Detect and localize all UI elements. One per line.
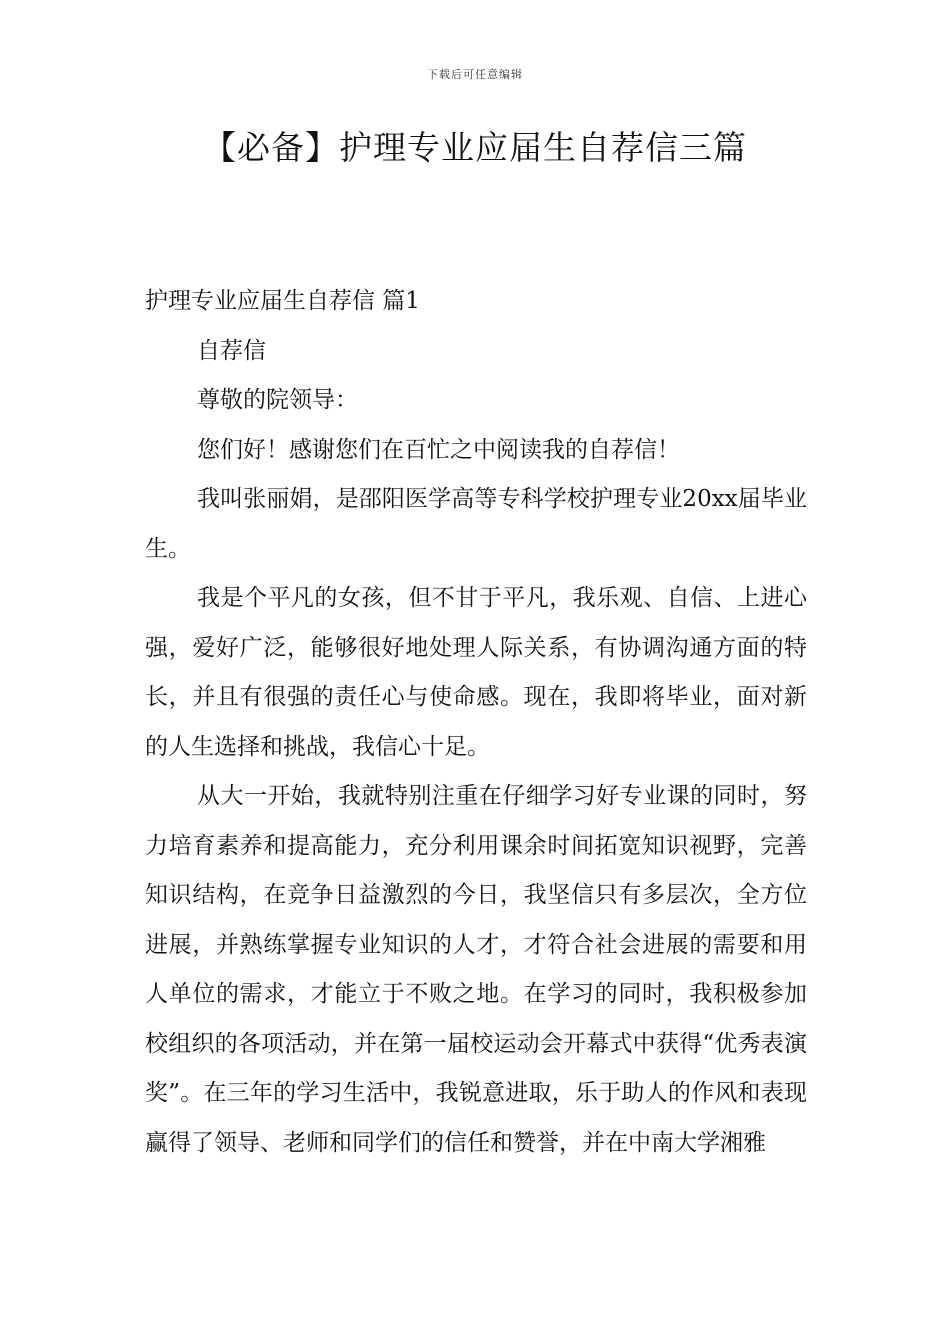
header-note: 下载后可任意编辑	[427, 68, 523, 81]
section-heading: 护理专业应届生自荐信 篇1	[145, 288, 420, 314]
intro-paragraph: 我叫张丽娟，是邵阳医学高等专科学校护理专业20xx届毕业生。	[145, 486, 807, 562]
personality-paragraph: 我是个平凡的女孩，但不甘于平凡，我乐观、自信、上进心强，爱好广泛，能够很好地处理人际关系，有协调沟通方面的特长，并且有很强的责任心与使命感。现在，我即将毕业，面对新的人生选择和挑战，我信心十足。	[145, 585, 807, 760]
letter-title: 自荐信	[197, 337, 266, 364]
document-title: 【必备】护理专业应届生自荐信三篇	[203, 128, 747, 167]
study-paragraph: 从大一开始，我就特别注重在仔细学习好专业课的同时，努力培育素养和提高能力，充分利用课余时间拓宽知识视野，完善知识结构，在竞争日益激烈的今日，我坚信只有多层次，全方位进展，并熟练掌握专业知识的人才，才符合社会进展的需要和用人单位的需求，才能立于不败之地。在学习的同时，我积极参加校组织的各项活动，并在第一届校运动会开幕式中获得“优秀表演奖”。在三年的学习生活中，我锐意进取，乐于助人的作风和表现赢得了领导、老师和同学们的信任和赞誉，并在中南大学湘雅	[145, 783, 807, 1156]
greeting-paragraph: 您们好！感谢您们在百忙之中阅读我的自荐信！	[197, 436, 680, 463]
document-body	[145, 277, 807, 1168]
salutation: 尊敬的院领导：	[197, 387, 358, 413]
